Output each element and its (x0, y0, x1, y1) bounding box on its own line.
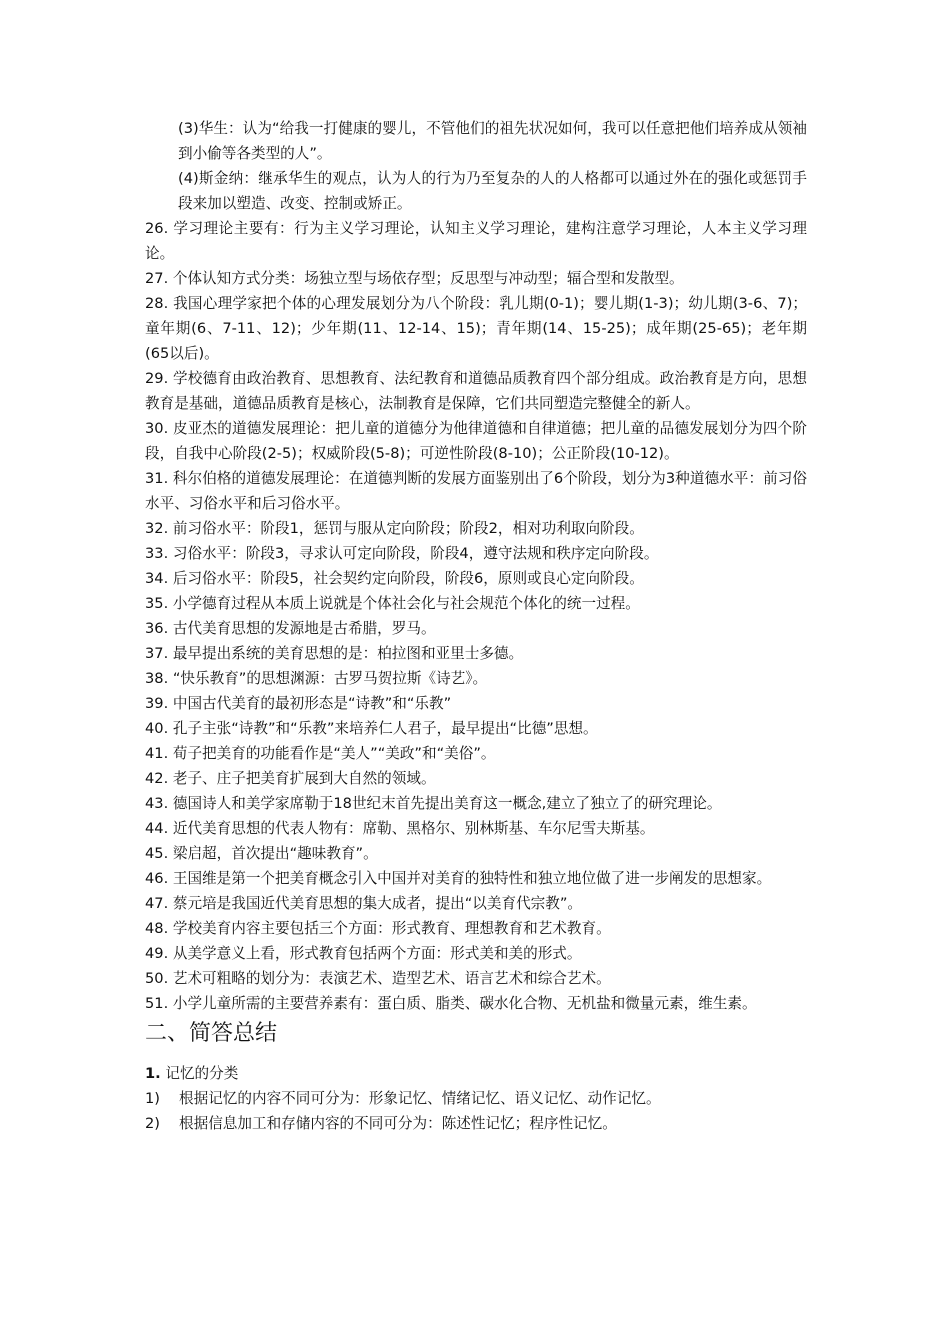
paragraph-29: 29. 学校德育由政治教育、思想教育、法纪教育和道德品质教育四个部分组成。政治教育是方向，思想教育是基础，道德品质教育是核心，法制教育是保障，它们共同塑造完整健全的新人。 (145, 370, 807, 412)
paragraph-40: 40. 孔子主张“诗教”和“乐教”来培养仁人君子，最早提出“比德”思想。 (145, 720, 598, 737)
subsection-number: 1. (145, 1065, 161, 1082)
paragraph-32: 32. 前习俗水平：阶段1，惩罚与服从定向阶段；阶段2，相对功利取向阶段。 (145, 520, 644, 537)
paragraph-34: 34. 后习俗水平：阶段5，社会契约定向阶段，阶段6，原则或良心定向阶段。 (145, 570, 644, 587)
paragraph-44: 44. 近代美育思想的代表人物有：席勒、黑格尔、别林斯基、车尔尼雪夫斯基。 (145, 820, 655, 837)
paragraph-36: 36. 古代美育思想的发源地是古希腊，罗马。 (145, 620, 436, 637)
paragraph-37: 37. 最早提出系统的美育思想的是：柏拉图和亚里士多德。 (145, 645, 524, 662)
list-item-number: 1) (145, 1090, 160, 1107)
paragraph-49: 49. 从美学意义上看，形式教育包括两个方面：形式美和美的形式。 (145, 945, 582, 962)
paragraph-31: 31. 科尔伯格的道德发展理论：在道德判断的发展方面鉴别出了6个阶段，划分为3种道德水平：前习俗水平、习俗水平和后习俗水平。 (145, 470, 807, 512)
document-body (145, 116, 807, 1136)
paragraph-26: 26. 学习理论主要有：行为主义学习理论，认知主义学习理论，建构注意学习理论，人本主义学习理论。 (145, 220, 807, 262)
paragraph-27: 27. 个体认知方式分类：场独立型与场依存型；反思型与冲动型；辐合型和发散型。 (145, 270, 684, 287)
paragraph-watson: (3)华生：认为“给我一打健康的婴儿，不管他们的祖先状况如何，我可以任意把他们培养成从领袖到小偷等各类型的人”。 (178, 120, 807, 162)
paragraph-48: 48. 学校美育内容主要包括三个方面：形式教育、理想教育和艺术教育。 (145, 920, 611, 937)
paragraph-28: 28. 我国心理学家把个体的心理发展划分为八个阶段：乳儿期(0-1)；婴儿期(1-3)；幼儿期(3-6、7)；童年期(6、7-11、12)；少年期(11、12-14、15)；青年期(14、15-25)；成年期(25-65)；老年期(65以后)。 (145, 295, 807, 362)
subsection-title (145, 1061, 807, 1086)
list-item-text: 根据记忆的内容不同可分为：形象记忆、情绪记忆、语义记忆、动作记忆。 (179, 1090, 661, 1107)
list-item (145, 1111, 807, 1136)
paragraph-42: 42. 老子、庄子把美育扩展到大自然的领域。 (145, 770, 436, 787)
subsection-title-text: 记忆的分类 (165, 1065, 239, 1082)
paragraph-43: 43. 德国诗人和美学家席勒于18世纪末首先提出美育这一概念,建立了独立了的研究理论。 (145, 795, 722, 812)
spacer (145, 1051, 807, 1061)
list-item-number: 2) (145, 1115, 160, 1132)
paragraph-skinner: (4)斯金纳：继承华生的观点，认为人的行为乃至复杂的人的人格都可以通过外在的强化或惩罚手段来加以塑造、改变、控制或矫正。 (178, 170, 807, 212)
paragraph-38: 38. “快乐教育”的思想渊源：古罗马贺拉斯《诗艺》。 (145, 670, 488, 687)
paragraph-51: 51. 小学儿童所需的主要营养素有：蛋白质、脂类、碳水化合物、无机盐和微量元素，维生素。 (145, 995, 757, 1012)
list-item-text: 根据信息加工和存储内容的不同可分为：陈述性记忆；程序性记忆。 (179, 1115, 617, 1132)
paragraph-50: 50. 艺术可粗略的划分为：表演艺术、造型艺术、语言艺术和综合艺术。 (145, 970, 611, 987)
paragraph-41: 41. 荀子把美育的功能看作是“美人”“美政”和“美俗”。 (145, 745, 496, 762)
paragraph-30: 30. 皮亚杰的道德发展理论：把儿童的道德分为他律道德和自律道德；把儿童的品德发展划分为四个阶段，自我中心阶段(2-5)；权威阶段(5-8)；可逆性阶段(8-10)；公正阶段(10-12)。 (145, 420, 807, 462)
section-heading-text: 二、简答总结 (145, 1021, 278, 1046)
paragraph-46: 46. 王国维是第一个把美育概念引入中国并对美育的独特性和独立地位做了进一步阐发的思想家。 (145, 870, 772, 887)
section-heading (145, 1017, 807, 1051)
list-item (145, 1086, 807, 1111)
paragraph-33: 33. 习俗水平：阶段3，寻求认可定向阶段，阶段4，遵守法规和秩序定向阶段。 (145, 545, 659, 562)
paragraph-45: 45. 梁启超，首次提出“趣味教育”。 (145, 845, 378, 862)
paragraph-47: 47. 蔡元培是我国近代美育思想的集大成者，提出“以美育代宗教”。 (145, 895, 583, 912)
paragraph-39: 39. 中国古代美育的最初形态是“诗教”和“乐教” (145, 695, 452, 712)
paragraph-35: 35. 小学德育过程从本质上说就是个体社会化与社会规范个体化的统一过程。 (145, 595, 640, 612)
